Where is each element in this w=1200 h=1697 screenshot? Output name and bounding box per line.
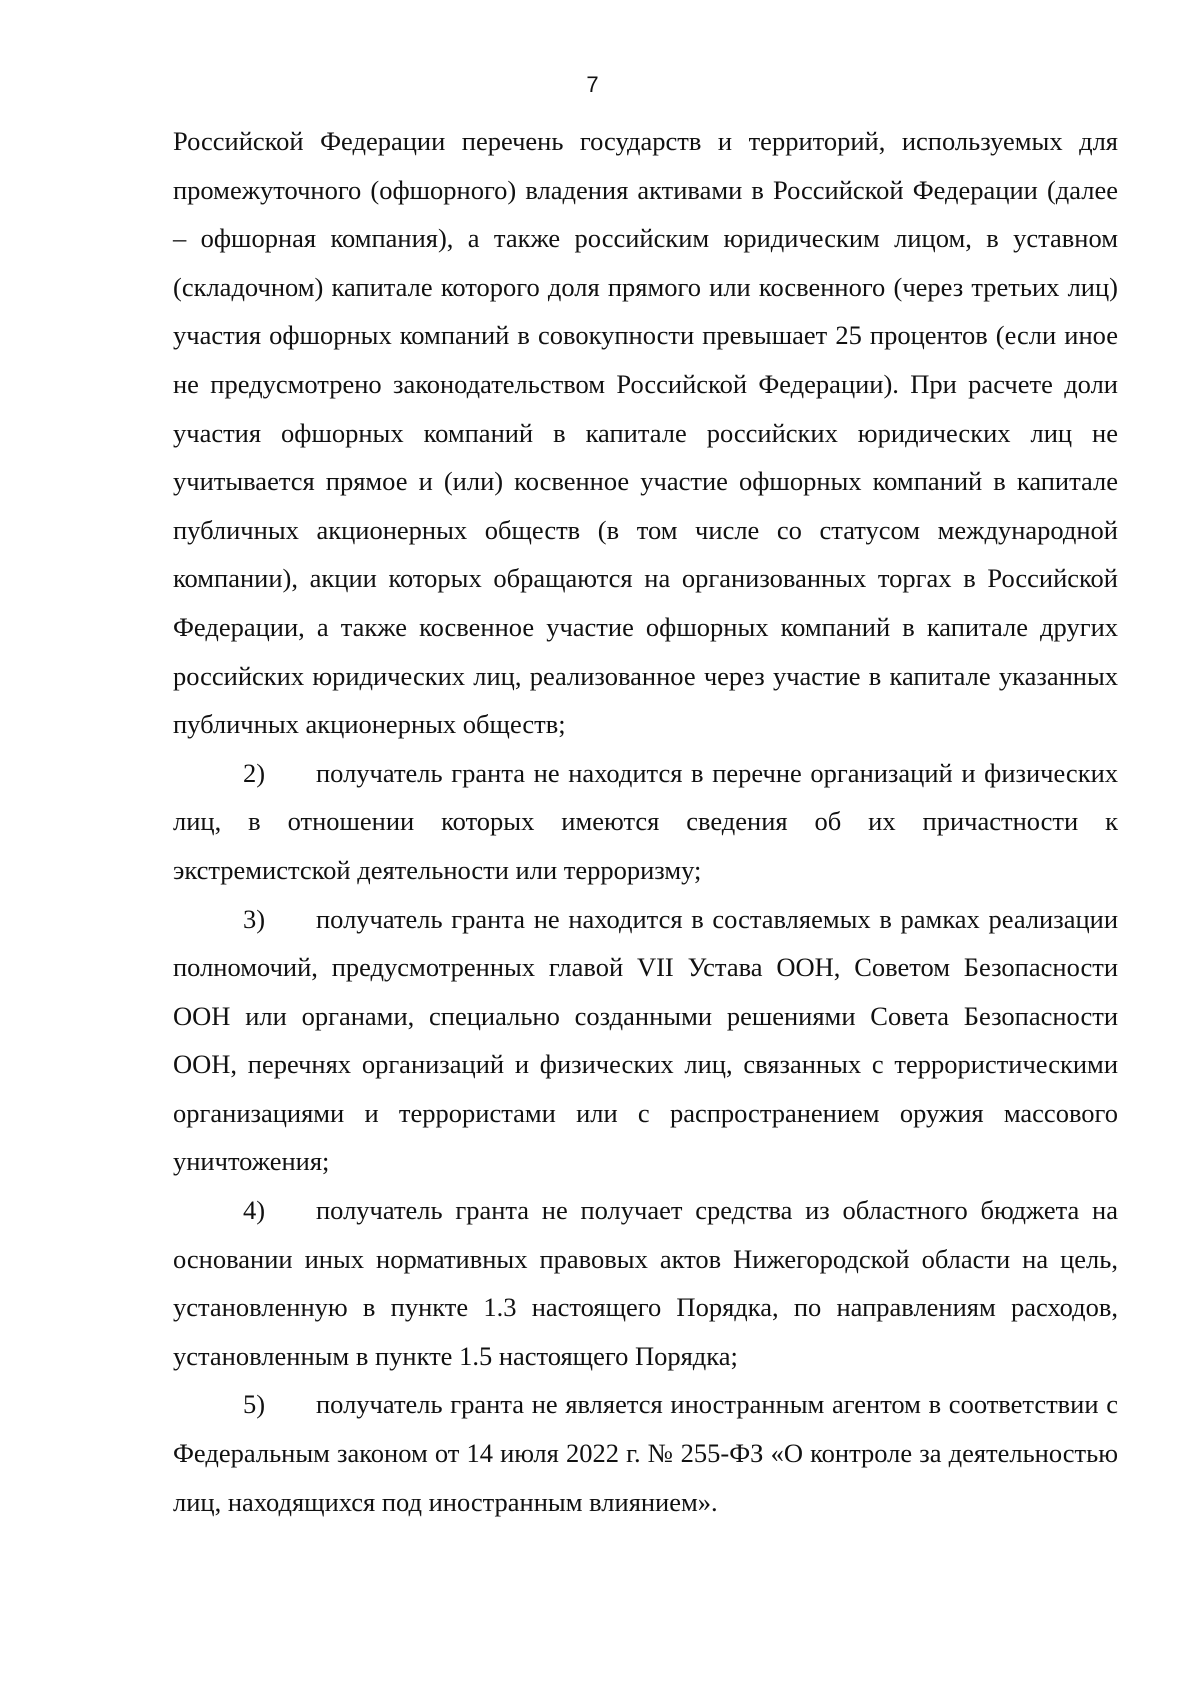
list-item-number: 2)	[243, 757, 266, 788]
list-item-text: получатель гранта не является иностранным агентом в соответствии с Федеральным законом от 14 июля 2022 г. № 255-ФЗ «О контроле за деятельностью лиц, находящихся под иностранным влиянием».	[173, 1389, 1118, 1517]
list-item-5	[173, 1380, 1118, 1526]
list-item-text: получатель гранта не находится в перечне организаций и физических лиц, в отношении которых имеются сведения об их причастности к экстремистской деятельности или терроризму;	[173, 757, 1118, 885]
list-item-2	[173, 749, 1118, 895]
list-item-number: 4)	[243, 1195, 266, 1226]
list-item-number: 3)	[243, 903, 266, 934]
list-item-4	[173, 1186, 1118, 1380]
list-item-text: получатель гранта не находится в составляемых в рамках реализации полномочий, предусмотренных главой VII Устава ООН, Советом Безопасности ООН или органами, специально созданными решениями Совета Безопасности ООН, перечнях организаций и физических лиц, связанных с террористическими организациями и террористами или с распространением оружия массового уничтожения;	[173, 903, 1118, 1177]
list-item-text: получатель гранта не получает средства из областного бюджета на основании иных нормативных правовых актов Нижегородской области на цель, установленную в пункте 1.3 настоящего Порядка, по направлениям расходов, установленным в пункте 1.5 настоящего Порядка;	[173, 1195, 1118, 1371]
paragraph-continuation	[173, 117, 1118, 749]
document-body	[173, 117, 1118, 1526]
paragraph-text: Российской Федерации перечень государств и территорий, используемых для промежуточного (офшорного) владения активами в Российской Федерации (далее – офшорная компания), а также российским юридическим лицом, в уставном (складочном) капитале которого доля прямого или косвенного (через третьих лиц) участия офшорных компаний в совокупности превышает 25 процентов (если иное не предусмотрено законодательством Российской Федерации). При расчете доли участия офшорных компаний в капитале российских юридических лиц не учитывается прямое и (или) косвенное участие офшорных компаний в капитале публичных акционерных обществ (в том числе со статусом международной компании), акции которых обращаются на организованных торгах в Российской Федерации, а также косвенное участие офшорных компаний в капитале других российских юридических лиц, реализованное через участие в капитале указанных публичных акционерных обществ;	[173, 126, 1118, 740]
page-number: 7	[586, 72, 599, 97]
list-item-number: 5)	[243, 1389, 266, 1420]
list-item-3	[173, 895, 1118, 1187]
